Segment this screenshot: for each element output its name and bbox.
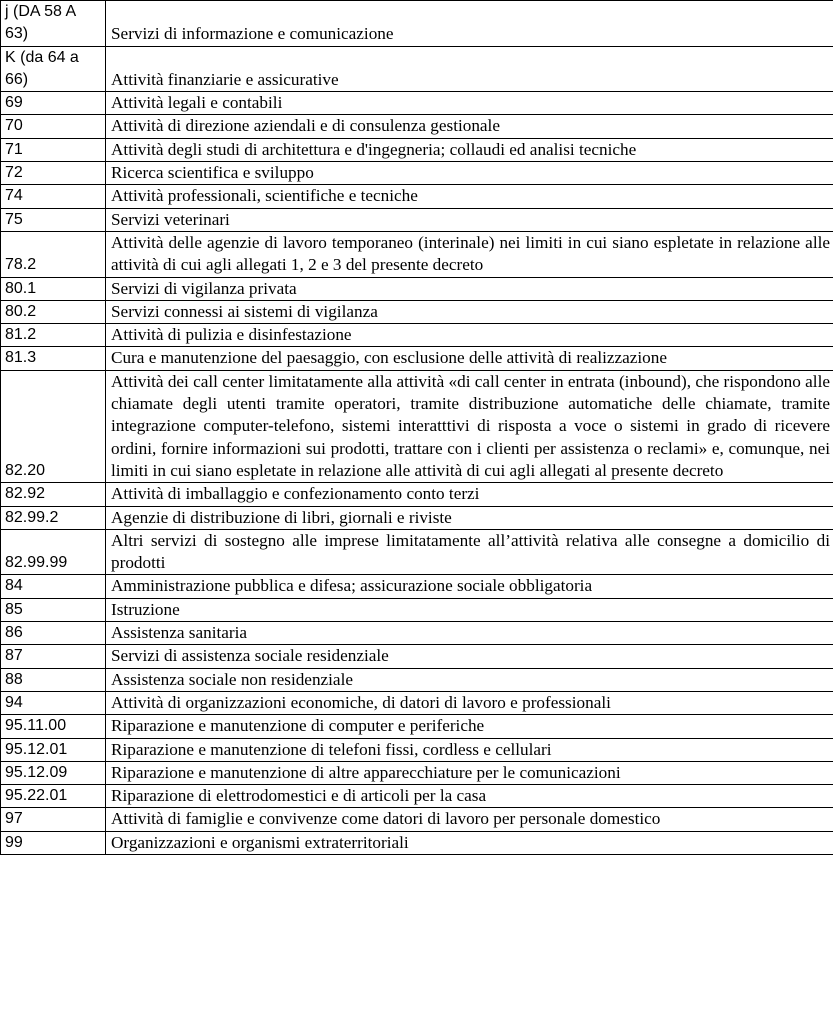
ateco-code-cell: 82.92 (1, 483, 106, 506)
ateco-code-cell: 85 (1, 598, 106, 621)
table-row (1, 277, 833, 300)
table-row (1, 506, 833, 529)
ateco-code-cell: 94 (1, 691, 106, 714)
table-row (1, 622, 833, 645)
ateco-code-cell: 95.11.00 (1, 715, 106, 738)
table-row (1, 231, 833, 277)
ateco-code-cell: 88 (1, 668, 106, 691)
ateco-code-cell: 81.3 (1, 347, 106, 370)
activity-description-cell: Assistenza sociale non residenziale (106, 668, 833, 691)
table-row (1, 483, 833, 506)
table-row (1, 785, 833, 808)
activity-description-cell: Attività professionali, scientifiche e tecniche (106, 185, 833, 208)
activity-description-cell: Servizi veterinari (106, 208, 833, 231)
ateco-code-cell: 84 (1, 575, 106, 598)
ateco-code-cell: 71 (1, 138, 106, 161)
activity-description-cell: Riparazione di elettrodomestici e di articoli per la casa (106, 785, 833, 808)
ateco-code-cell: 75 (1, 208, 106, 231)
ateco-code-cell: 95.12.01 (1, 738, 106, 761)
ateco-code-cell: 86 (1, 622, 106, 645)
table-row (1, 668, 833, 691)
ateco-code-cell: 82.99.2 (1, 506, 106, 529)
activity-description-cell: Attività di direzione aziendali e di consulenza gestionale (106, 115, 833, 138)
table-row (1, 645, 833, 668)
table-row (1, 529, 833, 575)
activity-description-cell: Organizzazioni e organismi extraterritoriali (106, 831, 833, 854)
activity-description-cell: Riparazione e manutenzione di telefoni fissi, cordless e cellulari (106, 738, 833, 761)
table-row (1, 92, 833, 115)
table-row (1, 370, 833, 482)
table-row (1, 808, 833, 831)
ateco-code-cell: j (DA 58 A 63) (1, 1, 106, 47)
activity-description-cell: Attività finanziarie e assicurative (106, 46, 833, 92)
activity-description-cell: Agenzie di distribuzione di libri, giornali e riviste (106, 506, 833, 529)
table-row (1, 185, 833, 208)
activity-description-cell: Attività di famiglie e convivenze come datori di lavoro per personale domestico (106, 808, 833, 831)
ateco-code-cell: 87 (1, 645, 106, 668)
activity-description-cell: Attività delle agenzie di lavoro temporaneo (interinale) nei limiti in cui siano espletate in relazione alle attività di cui agli allegati 1, 2 e 3 del presente decreto (106, 231, 833, 277)
ateco-code-cell: 97 (1, 808, 106, 831)
ateco-code-cell: 72 (1, 162, 106, 185)
table-row (1, 46, 833, 92)
activity-description-cell: Servizi di informazione e comunicazione (106, 1, 833, 47)
activity-description-cell: Istruzione (106, 598, 833, 621)
table-row (1, 1, 833, 47)
table-row (1, 138, 833, 161)
activity-description-cell: Attività di pulizia e disinfestazione (106, 324, 833, 347)
table-row (1, 738, 833, 761)
activity-description-cell: Attività degli studi di architettura e d'ingegneria; collaudi ed analisi tecniche (106, 138, 833, 161)
activity-description-cell: Attività di organizzazioni economiche, di datori di lavoro e professionali (106, 691, 833, 714)
table-row (1, 324, 833, 347)
activity-description-cell: Servizi connessi ai sistemi di vigilanza (106, 300, 833, 323)
ateco-code-cell: K (da 64 a 66) (1, 46, 106, 92)
table-row (1, 831, 833, 854)
ateco-code-cell: 95.12.09 (1, 761, 106, 784)
ateco-code-cell: 69 (1, 92, 106, 115)
activity-description-cell: Assistenza sanitaria (106, 622, 833, 645)
activity-description-cell: Attività di imballaggio e confezionamento conto terzi (106, 483, 833, 506)
activity-description-cell: Attività legali e contabili (106, 92, 833, 115)
ateco-code-cell: 82.20 (1, 370, 106, 482)
table-row (1, 162, 833, 185)
ateco-code-cell: 82.99.99 (1, 529, 106, 575)
ateco-code-cell: 74 (1, 185, 106, 208)
activity-description-cell: Altri servizi di sostegno alle imprese limitatamente all’attività relativa alle consegne a domicilio di prodotti (106, 529, 833, 575)
activity-description-cell: Ricerca scientifica e sviluppo (106, 162, 833, 185)
table-row (1, 715, 833, 738)
activity-description-cell: Riparazione e manutenzione di computer e periferiche (106, 715, 833, 738)
table-row (1, 575, 833, 598)
activity-description-cell: Riparazione e manutenzione di altre apparecchiature per le comunicazioni (106, 761, 833, 784)
table-body (1, 1, 833, 855)
ateco-code-cell: 95.22.01 (1, 785, 106, 808)
ateco-code-cell: 81.2 (1, 324, 106, 347)
activity-description-cell: Attività dei call center limitatamente alla attività «di call center in entrata (inbound), che rispondono alle chiamate degli utenti tramite operatori, tramite distribuzione automatiche delle chiamate, tramite integrazione computer-telefono, sistemi interatttivi di risposta a voce o sistemi in grado di ricevere ordini, fornire informazioni sui prodotti, trattare con i clienti per assistenza o reclami» e, comunque, nei limiti in cui siano espletate in relazione alle attività di cui agli allegati al presente decreto (106, 370, 833, 482)
table-row (1, 598, 833, 621)
ateco-code-cell: 80.2 (1, 300, 106, 323)
table-row (1, 761, 833, 784)
table-row (1, 115, 833, 138)
table-row (1, 300, 833, 323)
table-row (1, 347, 833, 370)
ateco-code-cell: 70 (1, 115, 106, 138)
activity-description-cell: Servizi di assistenza sociale residenziale (106, 645, 833, 668)
table-row (1, 208, 833, 231)
activity-description-cell: Amministrazione pubblica e difesa; assicurazione sociale obbligatoria (106, 575, 833, 598)
activity-description-cell: Cura e manutenzione del paesaggio, con esclusione delle attività di realizzazione (106, 347, 833, 370)
activity-description-cell: Servizi di vigilanza privata (106, 277, 833, 300)
table-row (1, 691, 833, 714)
ateco-code-cell: 99 (1, 831, 106, 854)
ateco-code-cell: 80.1 (1, 277, 106, 300)
ateco-code-cell: 78.2 (1, 231, 106, 277)
